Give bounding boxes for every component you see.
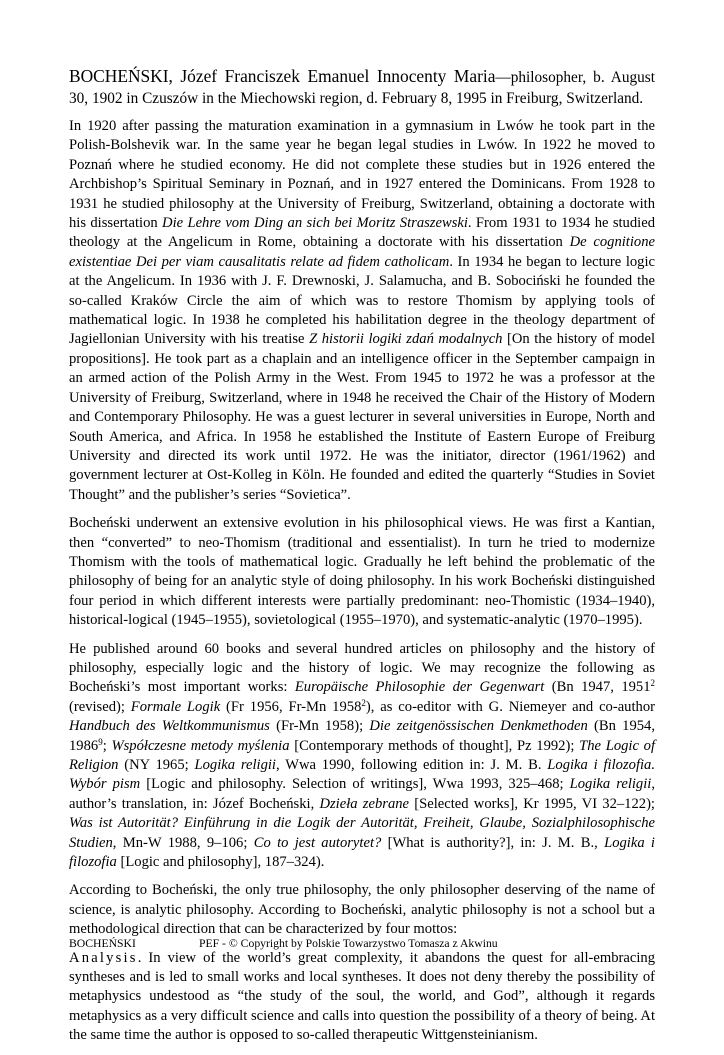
italic-title: Z historii logiki zdań modalnych bbox=[309, 331, 503, 348]
motto-analysis: Analysis bbox=[69, 949, 138, 966]
italic-title: Co to jest autorytet? bbox=[253, 834, 382, 851]
text: . In 1934 he began to lecture logic at the Angelicum. In 1936 with J. F. Drewnoski, J. Salamucha, and B. Sobociński he founded the so-called Kraków Circle the aim of which was to restore Thomism by applying tools of mathematical logic. In 1938 he completed his habilitation degree in the theology department of Jagiellonian University with his treatise bbox=[69, 253, 655, 348]
text: [Logic and philosophy], 187–324). bbox=[116, 854, 325, 871]
text: In 1920 after passing the maturation examination in a gymnasium in Lwów he took part in the Polish-Bolshevik war. In the same year he began legal studies in Lwów. In 1922 he moved to Poznań where he studied economy. He did not complete these studies but in 1926 entered the Archbishop’s Spiritual Seminary in Poznań, and in 1927 entered the Dominicans. From 1928 to 1931 he studied philosophy at the University of Freiburg, Switzerland, obtaining a doctorate with his dissertation bbox=[69, 118, 655, 232]
text: [Selected works], Kr 1995, VI 32–122); bbox=[409, 795, 655, 812]
italic-title: De cognitione existentiae Dei per viam causalitatis relate ad fidem catholicam bbox=[69, 234, 655, 270]
text: . From 1931 to 1934 he studied theology at the Angelicum in Rome, obtaining a doctorate with his dissertation bbox=[69, 215, 655, 251]
italic-title: Logika religii bbox=[194, 757, 276, 773]
text: (NY 1965; bbox=[118, 757, 195, 773]
italic-title: Die zeitgenössischen Denkmethoden bbox=[369, 718, 588, 735]
text: , Mn-W 1988, 9–106; bbox=[112, 834, 254, 851]
superscript: 2 bbox=[650, 678, 656, 689]
italic-title: Was ist Autorität? Einführung in die Logik der Autorität, Freiheit, Glaube, Sozialphilosophische Studien bbox=[69, 815, 655, 851]
italic-title: Współczesne metody myślenia bbox=[111, 737, 290, 754]
text: (Fr-Mn 1958); bbox=[269, 718, 370, 735]
italic-title: Dzieła zebrane bbox=[319, 795, 410, 812]
text: (revised); bbox=[69, 698, 131, 715]
text: [Contemporary methods of thought], Pz 1992); bbox=[289, 737, 580, 754]
superscript: 2 bbox=[361, 697, 366, 708]
italic-title: Logika i filozofia bbox=[69, 834, 655, 871]
entry-name: BOCHEŃSKI, Józef Franciszek Emanuel Innocenty Maria bbox=[69, 66, 496, 86]
italic-title: Die Lehre vom Ding an sich bei Moritz Straszewski bbox=[162, 215, 468, 232]
document-page bbox=[69, 66, 655, 1055]
text: . In view of the world’s great complexity, it abandons the quest for all-embracing syntheses and is led to small works and local syntheses. It does not deny thereby the possibility of metaphysics undestood as “the study of the soul, the world, and God”, although it regards metaphysics as a very difficult science and calls into question the possibility of a theory of being. At the same time the author is opposed to so-called therapeutic Wittgensteinianism. bbox=[69, 949, 655, 1044]
paragraph-analytic-philosophy: According to Bocheński, the only true philosophy, the only philosopher deserving of the name of science, is analytic philosophy. According to Bocheński, analytic philosophy is not a school but a methodological direction that can be characterized by four mottos: bbox=[69, 882, 655, 938]
paragraph-evolution: Bocheński underwent an extensive evolution in his philosophical views. He was first a Kantian, then “converted” to neo-Thomism (traditional and essentialist). In turn he tried to modernize Thomism with the tools of mathematical logic. Gradually he left behind the problematic of the philosophy of being for an analytic style of doing philosophy. In his work Bocheński distinguished four period in which different interests were partially predominant: neo-Thomistic (1934–1940), historical-logical (1945–1955), sovietological (1955–1970), and systematic-analytic (1970–1995). bbox=[69, 515, 655, 629]
italic-title: Logika i filozofia. Wybór pism bbox=[69, 757, 655, 793]
text: , Wwa 1990, following edition in: J. M. B. bbox=[276, 757, 548, 773]
entry-bio-line: —philosopher, b. August 30, 1902 in Czuszów in the Miechowski region, d. February 8, 1995 in Freiburg, Switzerland. bbox=[69, 69, 655, 107]
italic-title: Formale Logik bbox=[130, 698, 221, 715]
text: ), as co-editor with G. Niemeyer and co-author bbox=[365, 698, 655, 715]
text: , author’s translation, in: Józef Bocheński, bbox=[69, 776, 655, 812]
footer-entry-name: BOCHEŃSKI bbox=[69, 937, 136, 950]
paragraph-analysis-motto bbox=[69, 949, 655, 1046]
text: [Logic and philosophy. Selection of writings], Wwa 1993, 325–468; bbox=[140, 776, 570, 793]
italic-title: The Logic of Religion bbox=[69, 737, 656, 773]
text: (Fr 1956, Fr-Mn 1958 bbox=[220, 698, 362, 715]
italic-title: Handbuch des Weltkommunismus bbox=[69, 718, 270, 735]
text: [On the history of model propositions]. He took part as a chaplain and an intelligence officer in the September campaign in an armed action of the Polish Army in the West. From 1945 to 1972 he was a professor at the University of Freiburg, Switzerland, where in 1948 he received the Chair of the History of Modern and Contemporary Philosophy. He was a guest lecturer in several universities in Europe, North and South America, and Africa. In 1958 he established the Institute of Eastern Europe of Freiburg University and directed its work until 1972. He was the initiator, director (1961/1962) and government lecturer at Ost-Kolleg in Köln. He founded and edited the quarterly “Studies in Soviet Thought” and the publisher’s series “Sovietica”. bbox=[69, 331, 655, 503]
paragraph-biography bbox=[69, 117, 655, 505]
text: (Bn 1947, 1951 bbox=[544, 679, 651, 696]
footer-copyright: PEF - © Copyright by Polskie Towarzystwo Tomasza z Akwinu bbox=[199, 937, 498, 950]
text: (Bn 1954, 1986 bbox=[69, 718, 655, 754]
entry-header bbox=[69, 66, 655, 109]
paragraph-works bbox=[69, 640, 655, 873]
superscript: 9 bbox=[98, 736, 103, 747]
italic-title: Logika religii bbox=[569, 776, 652, 793]
text: [What is authority?], in: J. M. B., bbox=[381, 834, 605, 851]
text: He published around 60 books and several hundred articles on philosophy and the history of philosophy, especially logic and the history of logic. We may recognize the following as Bocheński’s most important works: bbox=[69, 640, 655, 696]
italic-title: Europäische Philosophie der Gegenwart bbox=[294, 679, 545, 696]
text: ; bbox=[102, 737, 112, 754]
